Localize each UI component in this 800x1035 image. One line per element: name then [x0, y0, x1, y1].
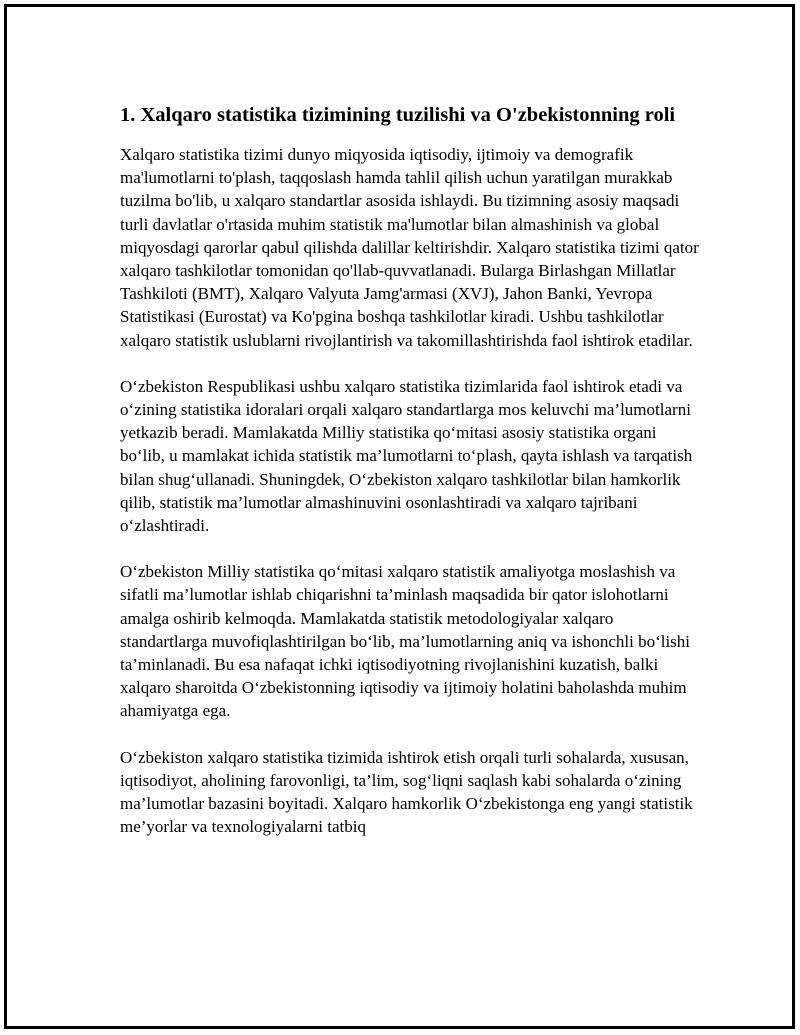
paragraph-1: Xalqaro statistika tizimi dunyo miqyosida iqtisodiy, ijtimoiy va demografik ma'lumotlarni to'plash, taqqoslash hamda tahlil qilish uchun yaratilgan murakkab tuzilma bo'lib, u xalqaro standartlar asosida ishlaydi. Bu tizimning asosiy maqsadi turli davlatlar o'rtasida muhim statistik ma'lumotlar bilan almashinish va global miqyosdagi qarorlar qabul qilishda dalillar keltirishdir. Xalqaro statistika tizimi qator xalqaro tashkilotlar tomonidan qo'llab-quvvatlanadi. Bularga Birlashgan Millatlar Tashkiloti (BMT), Xalqaro Valyuta Jamg'armasi (XVJ), Jahon Banki, Yevropa Statistikasi (Eurostat) va Ko'pgina boshqa tashkilotlar kiradi. Ushbu tashkilotlar xalqaro statistik uslublarni rivojlantirish va takomillashtirishda faol ishtirok etadilar.: [120, 145, 699, 350]
paragraph-3: O‘zbekiston Milliy statistika qo‘mitasi xalqaro statistik amaliyotga moslashish va sifatli ma’lumotlar ishlab chiqarishni ta’minlash maqsadida bir qator islohotlarni amalga oshirib kelmoqda. Mamlakatda statistik metodologiyalar xalqaro standartlarga muvofiqlashtirilgan bo‘lib, ma’lumotlarning aniq va ishonchli bo‘lishi ta’minlanadi. Bu esa nafaqat ichki iqtisodiyotning rivojlanishini kuzatish, balki xalqaro sharoitda O‘zbekistonning iqtisodiy va ijtimoiy holatini baholashda muhim ahamiyatga ega.: [120, 562, 691, 721]
section-heading: 1. Xalqaro statistika tizimining tuzilishi va O'zbekistonning roli: [120, 104, 676, 126]
page-frame: [4, 4, 795, 1029]
paragraph-4: O‘zbekiston xalqaro statistika tizimida ishtirok etish orqali turli sohalarda, xususan, iqtisodiyot, aholining farovonligi, ta’lim, sog‘liqni saqlash kabi sohalarda o‘zining ma’lumotlar bazasini boyitadi. Xalqaro hamkorlik O‘zbekistonga eng yangi statistik me’yorlar va texnologiyalarni tatbiq: [120, 747, 693, 837]
paragraph-2: O‘zbekiston Respublikasi ushbu xalqaro statistika tizimlarida faol ishtirok etadi va o‘zining statistika idoralari orqali xalqaro standartlarga mos keluvchi ma’lumotlarni yetkazib beradi. Mamlakatda Milliy statistika qo‘mitasi asosiy statistika organi bo‘lib, u mamlakat ichida statistik ma’lumotlarni to‘plash, qayta ishlash va tarqatish bilan shug‘ullanadi. Shuningdek, O‘zbekiston xalqaro tashkilotlar bilan hamkorlik qilib, statistik ma’lumotlar almashinuvini osonlashtiradi va xalqaro tajribani o‘zlashtiradi.: [120, 376, 693, 536]
document-body: [120, 101, 700, 838]
